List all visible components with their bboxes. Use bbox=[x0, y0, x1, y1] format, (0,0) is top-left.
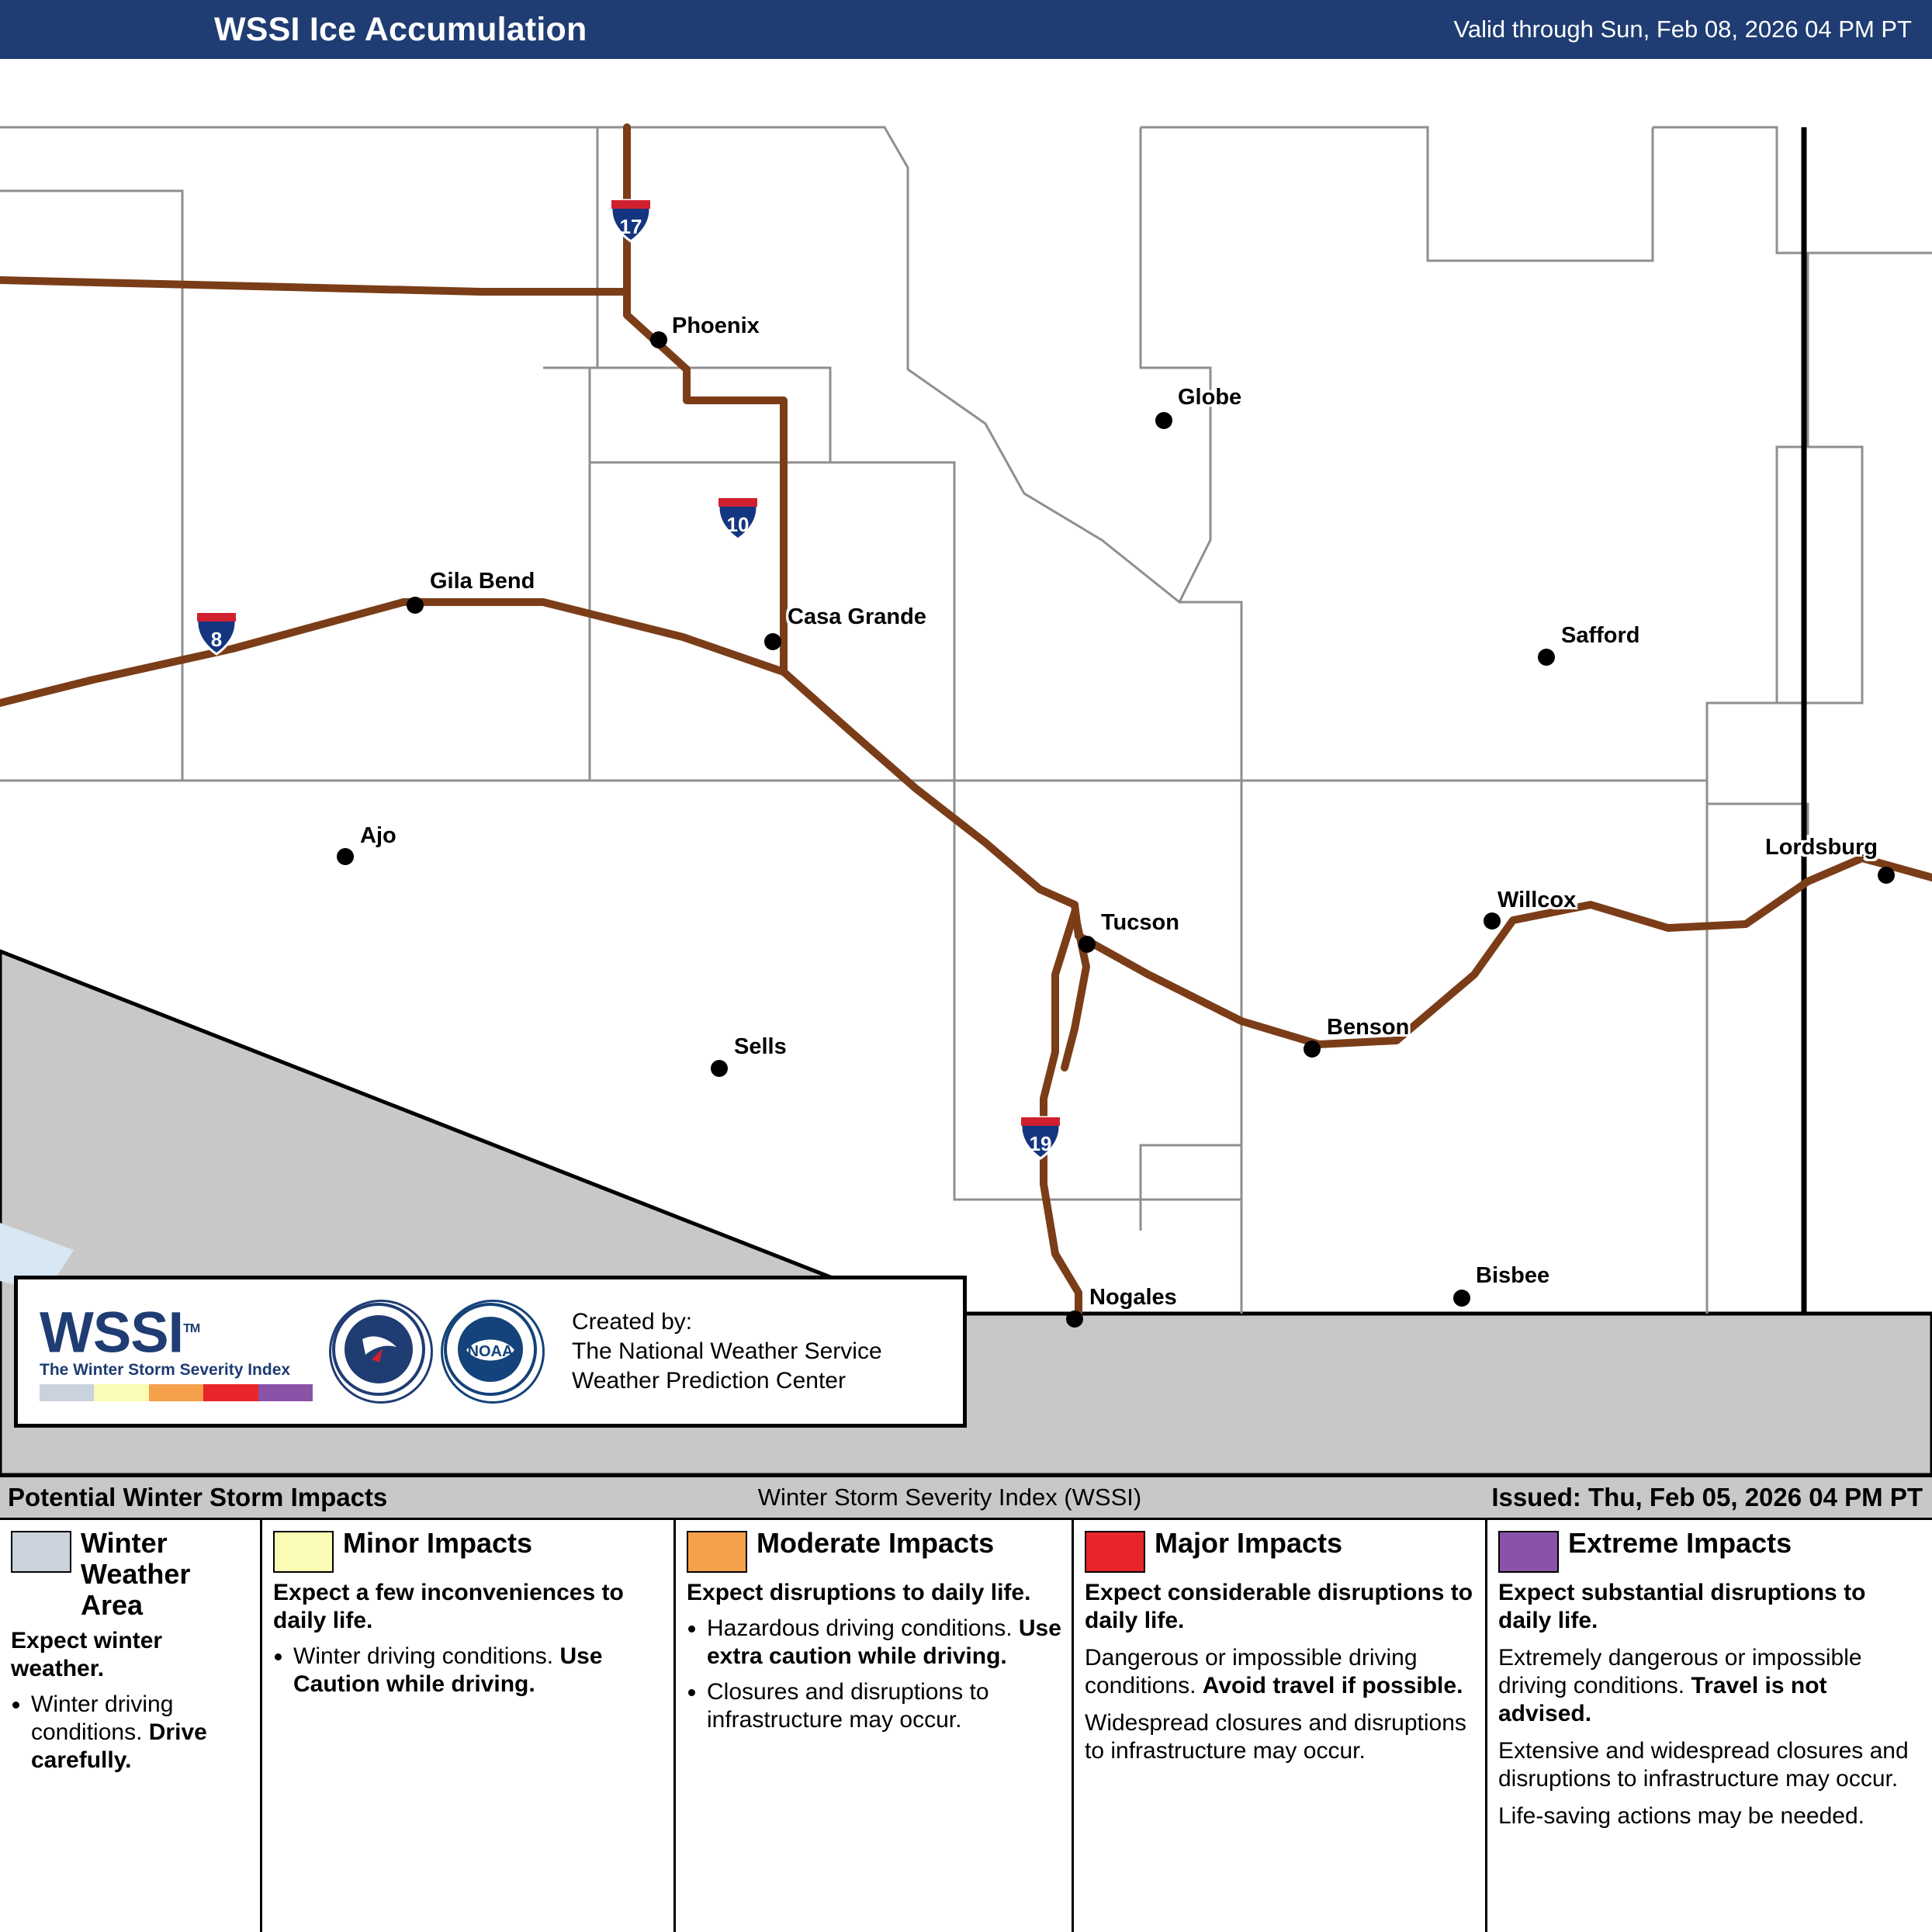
nws-seal-icon bbox=[329, 1300, 433, 1404]
interstate-shield-10 bbox=[714, 495, 762, 543]
city-label-ajo: Ajo bbox=[360, 823, 396, 848]
paragraph-text-bold: Travel is not advised. bbox=[1498, 1673, 1827, 1726]
legend-head bbox=[11, 1528, 251, 1621]
city-dot bbox=[764, 633, 781, 650]
legend-bullet-list bbox=[273, 1643, 664, 1698]
legend-paragraph bbox=[1498, 1737, 1923, 1793]
legend-lead: Expect disruptions to daily life. bbox=[687, 1580, 1031, 1605]
scale-swatch-moderate bbox=[149, 1384, 203, 1401]
wssi-color-scale bbox=[40, 1384, 313, 1401]
interstate-shield-17 bbox=[607, 197, 655, 245]
wssi-wordmark bbox=[40, 1300, 313, 1365]
city-label-casa-grande: Casa Grande bbox=[788, 604, 926, 629]
header-bar bbox=[0, 0, 1932, 59]
bullet-text-bold: Drive carefully. bbox=[31, 1719, 207, 1773]
legend-title: Moderate Impacts bbox=[757, 1527, 995, 1559]
city-dot bbox=[1304, 1040, 1321, 1058]
created-by-line2: Weather Prediction Center bbox=[572, 1368, 846, 1394]
wssi-wordmark-text: WSSI bbox=[40, 1300, 184, 1365]
city-label-benson: Benson bbox=[1327, 1015, 1410, 1040]
city-dot bbox=[1079, 936, 1096, 953]
city-dot bbox=[1066, 1311, 1083, 1328]
impacts-bar-center-label: Winter Storm Severity Index (WSSI) bbox=[757, 1484, 1142, 1511]
interstate-shield-label: 10 bbox=[726, 513, 750, 536]
city-label-lordsburg: Lordsburg bbox=[1765, 835, 1878, 860]
legend-swatch-winter-weather-area bbox=[11, 1531, 71, 1573]
interstate-shield-19 bbox=[1016, 1114, 1065, 1162]
trademark-symbol: TM bbox=[183, 1321, 200, 1335]
legend-bullet-list bbox=[11, 1691, 251, 1774]
legend-head bbox=[1085, 1528, 1476, 1573]
legend-paragraph bbox=[1085, 1709, 1476, 1765]
legend-row bbox=[0, 1520, 1932, 1932]
legend-title: Minor Impacts bbox=[343, 1527, 533, 1559]
city-dot bbox=[407, 597, 424, 614]
legend-title: Major Impacts bbox=[1155, 1527, 1343, 1559]
legend-swatch-extreme bbox=[1498, 1531, 1559, 1573]
city-label-tucson: Tucson bbox=[1101, 910, 1179, 935]
city-label-sells: Sells bbox=[734, 1034, 787, 1059]
scale-swatch-major bbox=[203, 1384, 258, 1401]
bullet-text: Hazardous driving conditions. bbox=[707, 1615, 1019, 1641]
created-by-label: Created by: bbox=[572, 1309, 693, 1335]
city-dot bbox=[1878, 867, 1895, 884]
impacts-header-bar bbox=[0, 1475, 1932, 1520]
legend-paragraph bbox=[1085, 1644, 1476, 1700]
city-dot bbox=[1155, 412, 1172, 429]
legend-lead: Expect substantial disruptions to daily life. bbox=[1498, 1580, 1866, 1633]
bullet-text-bold: Use Caution while driving. bbox=[293, 1643, 603, 1697]
legend-column-minor bbox=[262, 1520, 676, 1932]
paragraph-text: Dangerous or impossible driving conditions. bbox=[1085, 1645, 1418, 1698]
bullet-text: Winter driving conditions. bbox=[31, 1691, 174, 1745]
bullet-text: Closures and disruptions to infrastructure may occur. bbox=[707, 1679, 989, 1733]
bullet-text: Winter driving conditions. bbox=[293, 1643, 560, 1669]
impacts-bar-left-label: Potential Winter Storm Impacts bbox=[8, 1483, 388, 1511]
legend-paragraph bbox=[1498, 1802, 1923, 1830]
city-dot bbox=[1484, 912, 1501, 930]
legend-swatch-major bbox=[1085, 1531, 1145, 1573]
city-label-safford: Safford bbox=[1561, 623, 1640, 648]
map-geometry bbox=[0, 59, 1932, 1475]
legend-column-major bbox=[1074, 1520, 1487, 1932]
map-canvas[interactable] bbox=[0, 59, 1932, 1475]
scale-swatch-extreme bbox=[258, 1384, 313, 1401]
city-label-gila-bend: Gila Bend bbox=[430, 569, 535, 594]
legend-head bbox=[687, 1528, 1062, 1573]
legend-lead: Expect considerable disruptions to daily life. bbox=[1085, 1580, 1473, 1633]
legend-paragraph bbox=[1498, 1644, 1923, 1728]
impacts-bar-issued-label: Issued: Thu, Feb 05, 2026 04 PM PT bbox=[1491, 1483, 1923, 1511]
legend-head bbox=[1498, 1528, 1923, 1573]
city-label-globe: Globe bbox=[1178, 385, 1242, 410]
legend-lead: Expect winter weather. bbox=[11, 1628, 163, 1681]
legend-bullet-list bbox=[687, 1615, 1062, 1734]
legend-lead: Expect a few inconveniences to daily life. bbox=[273, 1580, 624, 1633]
list-item bbox=[707, 1615, 1062, 1671]
paragraph-text-bold: Avoid travel if possible. bbox=[1202, 1673, 1463, 1698]
legend-title: Winter Weather Area bbox=[81, 1527, 191, 1621]
legend-column-extreme bbox=[1487, 1520, 1932, 1932]
legend-head bbox=[273, 1528, 664, 1573]
legend-column-winter-weather-area bbox=[0, 1520, 262, 1932]
paragraph-text: Extensive and widespread closures and disruptions to infrastructure may occur. bbox=[1498, 1738, 1909, 1792]
wssi-logo-box bbox=[14, 1276, 967, 1428]
created-by-line1: The National Weather Service bbox=[572, 1338, 882, 1364]
svg-text:NOAA: NOAA bbox=[467, 1343, 514, 1360]
bullet-text-bold: Use extra caution while driving. bbox=[707, 1615, 1061, 1669]
city-dot bbox=[650, 331, 667, 348]
legend-swatch-moderate bbox=[687, 1531, 747, 1573]
interstate-shield-label: 17 bbox=[619, 215, 642, 238]
list-item bbox=[707, 1678, 1062, 1734]
city-dot bbox=[711, 1060, 728, 1077]
legend-column-moderate bbox=[676, 1520, 1074, 1932]
paragraph-text: Life-saving actions may be needed. bbox=[1498, 1803, 1864, 1829]
paragraph-text: Widespread closures and disruptions to infrastructure may occur. bbox=[1085, 1710, 1466, 1764]
city-label-bisbee: Bisbee bbox=[1476, 1263, 1550, 1288]
legend-swatch-minor bbox=[273, 1531, 334, 1573]
agency-seals bbox=[313, 1300, 561, 1404]
wssi-logo bbox=[18, 1302, 313, 1402]
city-label-nogales: Nogales bbox=[1089, 1285, 1177, 1310]
scale-swatch-minor bbox=[94, 1384, 148, 1401]
valid-through-text: Valid through Sun, Feb 08, 2026 04 PM PT bbox=[1453, 16, 1912, 43]
page-title: WSSI Ice Accumulation bbox=[214, 10, 587, 48]
wssi-tagline: The Winter Storm Severity Index bbox=[40, 1361, 291, 1380]
paragraph-text: Extremely dangerous or impossible driving conditions. bbox=[1498, 1645, 1862, 1698]
list-item bbox=[31, 1691, 251, 1774]
interstate-shield-label: 8 bbox=[210, 628, 223, 651]
city-dot bbox=[337, 848, 354, 865]
interstate-shield-8 bbox=[192, 610, 241, 658]
legend-title: Extreme Impacts bbox=[1568, 1527, 1792, 1559]
interstate-shield-label: 19 bbox=[1029, 1132, 1052, 1155]
list-item bbox=[293, 1643, 664, 1698]
scale-swatch-winter-weather-area bbox=[40, 1384, 94, 1401]
city-label-willcox: Willcox bbox=[1497, 888, 1577, 912]
city-label-phoenix: Phoenix bbox=[672, 313, 760, 338]
noaa-seal-icon bbox=[441, 1300, 545, 1404]
city-dot bbox=[1453, 1290, 1470, 1307]
city-dot bbox=[1538, 649, 1555, 666]
created-by-block bbox=[561, 1307, 882, 1396]
